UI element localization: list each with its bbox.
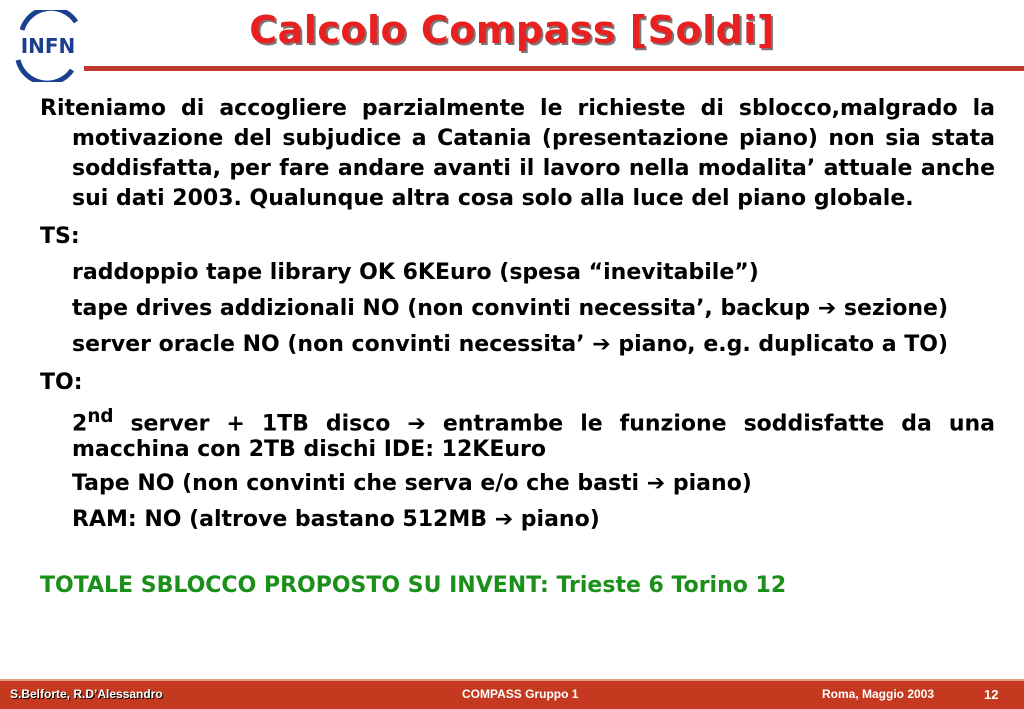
intro-paragraph: Riteniamo di accogliere parzialmente le richieste di sblocco,malgrado la motivazione del subjudice a Catania (presentazione piano) non sia stata soddisfatta, per fare andare avanti il lavoro nella modalita’ attuale anche sui dati 2003. Qualunque altra cosa solo alla luce del piano globale. (40, 96, 995, 211)
footer-authors: S.Belforte, R.D’Alessandro (10, 687, 163, 701)
ts-item-1: raddoppio tape library OK 6KEuro (spesa “inevitabile”) (72, 260, 759, 285)
to-item-3: RAM: NO (altrove bastano 512MB ➔ piano) (72, 507, 600, 533)
to-item-2: Tape NO (non convinti che serva e/o che basti ➔ piano) (72, 471, 752, 497)
to-label: TO: (40, 370, 83, 395)
svg-text:INFN: INFN (20, 34, 76, 58)
footer-group: COMPASS Gruppo 1 (462, 687, 579, 701)
arrow-right-icon: ➔ (817, 296, 837, 321)
slide-title: Calcolo Compass [Soldi] (249, 8, 775, 52)
ts-label: TS: (40, 224, 80, 249)
title-divider (84, 66, 1024, 71)
slide-body (40, 94, 995, 601)
arrow-right-icon: ➔ (592, 332, 611, 357)
footer-place-date: Roma, Maggio 2003 (822, 687, 935, 701)
arrow-right-icon: ➔ (646, 471, 666, 497)
ts-item-2: tape drives addizionali NO (non convinti necessita’, backup ➔ sezione) (72, 296, 949, 321)
footer-divider (0, 679, 1024, 681)
page-number: 12 (984, 687, 999, 702)
slide-footer (0, 679, 1024, 709)
arrow-right-icon: ➔ (494, 507, 514, 533)
arrow-right-icon: ➔ (407, 411, 426, 437)
totale-line: TOTALE SBLOCCO PROPOSTO SU INVENT: Trieste 6 Torino 12 (40, 573, 787, 599)
ts-item-3: server oracle NO (non convinti necessita’ ➔ piano, e.g. duplicato a TO) (72, 332, 949, 357)
to-item-1: 2nd server + 1TB disco ➔ entrambe le funzione soddisfatte da una macchina con 2TB dischi IDE: 12KEuro (72, 406, 995, 463)
